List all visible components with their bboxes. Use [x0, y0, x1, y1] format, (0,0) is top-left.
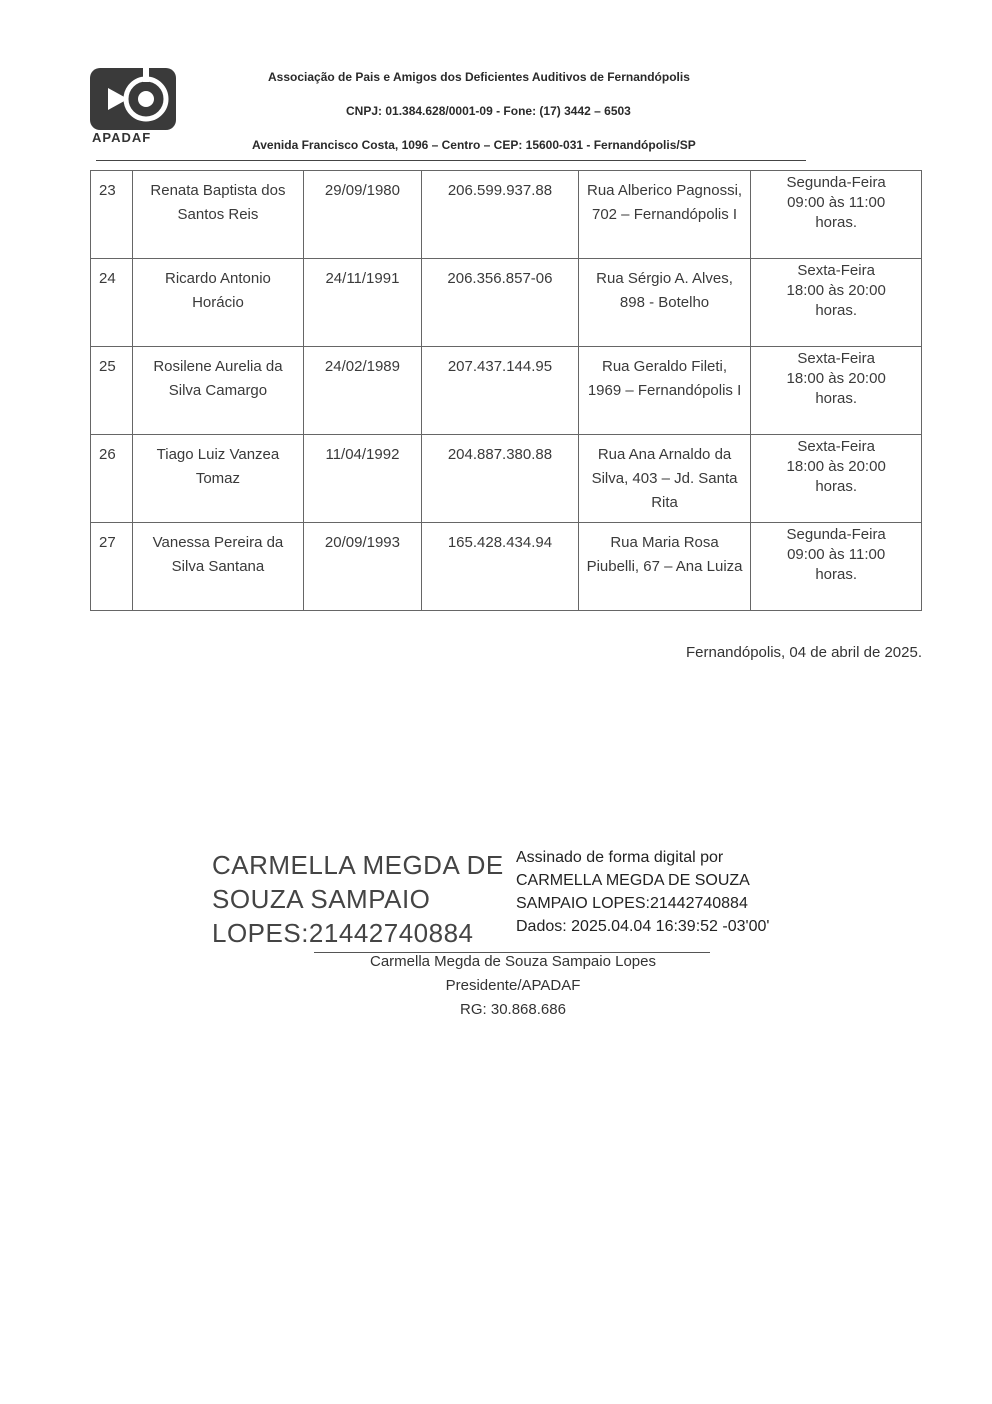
signature-info-line: Assinado de forma digital por: [516, 849, 724, 866]
schedule-unit: horas.: [815, 302, 858, 319]
row-number: 23: [91, 171, 133, 259]
table-row: [91, 347, 922, 435]
signature-info-line: CARMELLA MEGDA DE SOUZA: [516, 872, 750, 889]
schedule-day: Segunda-Feira: [786, 174, 886, 191]
table-row: [91, 523, 922, 611]
schedule-day: Sexta-Feira: [797, 350, 875, 367]
table-row: [91, 259, 922, 347]
schedule-cell: [751, 259, 922, 347]
schedule-cell: [751, 347, 922, 435]
signature-info-line: SAMPAIO LOPES:21442740884: [516, 895, 748, 912]
schedule-time: 09:00 às 11:00: [787, 546, 886, 563]
schedule-unit: horas.: [815, 478, 858, 495]
org-address: Avenida Francisco Costa, 1096 – Centro – CEP: 15600-031 - Fernandópolis/SP: [252, 138, 696, 152]
street-address: Rua Geraldo Fileti, 1969 – Fernandópolis I: [578, 347, 751, 435]
signer-block: [318, 950, 708, 1022]
signer-name: Carmella Megda de Souza Sampaio Lopes: [369, 953, 656, 970]
logo-text: APADAF: [92, 130, 152, 145]
row-number: 24: [91, 259, 133, 347]
org-contact: CNPJ: 01.384.628/0001-09 - Fone: (17) 3442 – 6503: [346, 104, 631, 118]
schedule-time: 18:00 às 20:00: [786, 370, 886, 387]
rg-number: 206.599.937.88: [422, 171, 579, 259]
schedule-cell: [751, 435, 922, 523]
digital-signature-name: [212, 848, 504, 950]
birth-date: 11/04/1992: [303, 435, 421, 523]
table-row: [91, 435, 922, 523]
row-number: 25: [91, 347, 133, 435]
schedule-time: 18:00 às 20:00: [786, 458, 886, 475]
schedule-day: Sexta-Feira: [797, 262, 875, 279]
signer-rg: RG: 30.868.686: [460, 1001, 566, 1018]
schedule-cell: [751, 523, 922, 611]
roster-table: [90, 170, 922, 611]
digital-signature-info: [516, 846, 769, 938]
rg-number: 207.437.144.95: [422, 347, 579, 435]
birth-date: 24/11/1991: [303, 259, 421, 347]
signature-name-line: SOUZA SAMPAIO: [212, 884, 431, 914]
schedule-unit: horas.: [815, 390, 858, 407]
birth-date: 29/09/1980: [303, 171, 421, 259]
signer-role: Presidente/APADAF: [445, 977, 581, 994]
schedule-day: Segunda-Feira: [786, 526, 886, 543]
rg-number: 204.887.380.88: [422, 435, 579, 523]
person-name: Renata Baptista dos Santos Reis: [133, 171, 304, 259]
street-address: Rua Alberico Pagnossi, 702 – Fernandópolis I: [578, 171, 751, 259]
schedule-time: 09:00 às 11:00: [787, 194, 886, 211]
person-name: Vanessa Pereira da Silva Santana: [133, 523, 304, 611]
schedule-time: 18:00 às 20:00: [786, 282, 886, 299]
place-date-line: Fernandópolis, 04 de abril de 2025.: [685, 644, 922, 661]
street-address: Rua Ana Arnaldo da Silva, 403 – Jd. Santa Rita: [578, 435, 751, 523]
schedule-unit: horas.: [815, 214, 858, 231]
person-name: Rosilene Aurelia da Silva Camargo: [133, 347, 304, 435]
schedule-cell: [751, 171, 922, 259]
rg-number: 206.356.857-06: [422, 259, 579, 347]
header-rule: [96, 160, 806, 161]
signature-name-line: CARMELLA MEGDA DE: [212, 850, 504, 880]
signature-name-line: LOPES:21442740884: [212, 918, 474, 948]
birth-date: 20/09/1993: [303, 523, 421, 611]
street-address: Rua Sérgio A. Alves, 898 - Botelho: [578, 259, 751, 347]
row-number: 26: [91, 435, 133, 523]
row-number: 27: [91, 523, 133, 611]
birth-date: 24/02/1989: [303, 347, 421, 435]
street-address: Rua Maria Rosa Piubelli, 67 – Ana Luiza: [578, 523, 751, 611]
signature-timestamp: Dados: 2025.04.04 16:39:52 -03'00': [516, 918, 770, 935]
table-row: [91, 171, 922, 259]
person-name: Tiago Luiz Vanzea Tomaz: [133, 435, 304, 523]
schedule-day: Sexta-Feira: [797, 438, 875, 455]
schedule-unit: horas.: [815, 566, 858, 583]
org-name: Associação de Pais e Amigos dos Deficientes Auditivos de Fernandópolis: [268, 70, 690, 84]
person-name: Ricardo Antonio Horácio: [133, 259, 304, 347]
rg-number: 165.428.434.94: [422, 523, 579, 611]
